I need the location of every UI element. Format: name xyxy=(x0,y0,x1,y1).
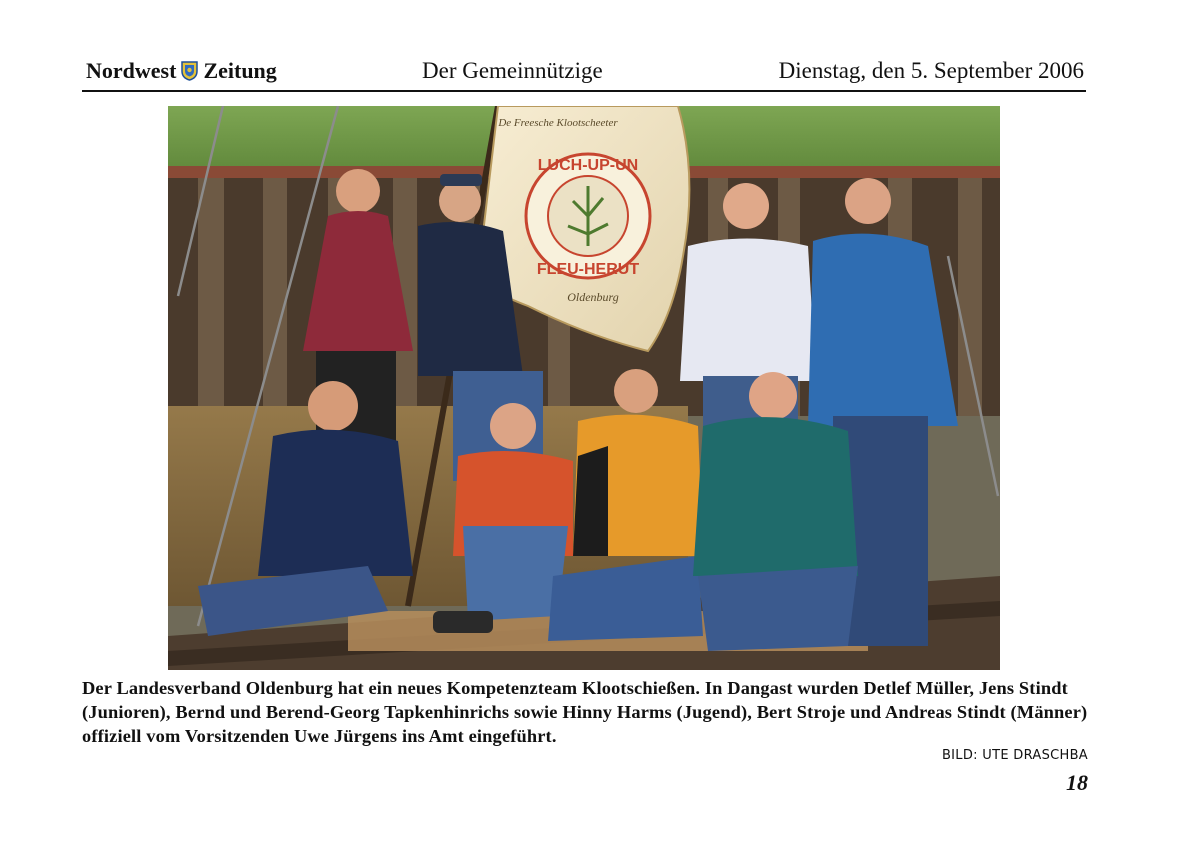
flag-text-top: LUCH-UP-UN xyxy=(537,157,639,174)
photo-illustration xyxy=(168,106,1000,670)
photo-credit: BILD: UTE DRASCHBA xyxy=(941,748,1088,763)
masthead-right: Zeitung xyxy=(203,58,277,83)
masthead-left: Nordwest xyxy=(86,58,177,83)
section-title: Der Gemeinnützige xyxy=(422,58,603,83)
publication-date: Dienstag, den 5. September 2006 xyxy=(778,58,1084,83)
team-photo xyxy=(168,106,1000,670)
page-header xyxy=(82,58,1086,88)
header-rule xyxy=(82,90,1086,92)
photo-caption: Der Landesverband Oldenburg hat ein neues Kompetenzteam Klootschießen. In Dangast wurden Detlef Müller, Jens Stindt (Junioren), Bernd und Berend-Georg Tapkenhinrichs sowie Hinny Harms (Jugend), Bert Stroje und Andreas Stindt (Männer) offiziell vom Vorsitzenden Uwe Jürgens ins Amt eingeführt. xyxy=(82,678,1088,746)
flag-text-place: Oldenburg xyxy=(567,290,619,304)
page-number: 18 xyxy=(1066,770,1088,795)
flag-text-outer: De Freesche Klootscheeter xyxy=(498,117,618,129)
flag-text-bottom: FLEU-HERUT xyxy=(536,261,640,278)
masthead xyxy=(86,58,277,84)
crest-icon xyxy=(181,61,198,81)
